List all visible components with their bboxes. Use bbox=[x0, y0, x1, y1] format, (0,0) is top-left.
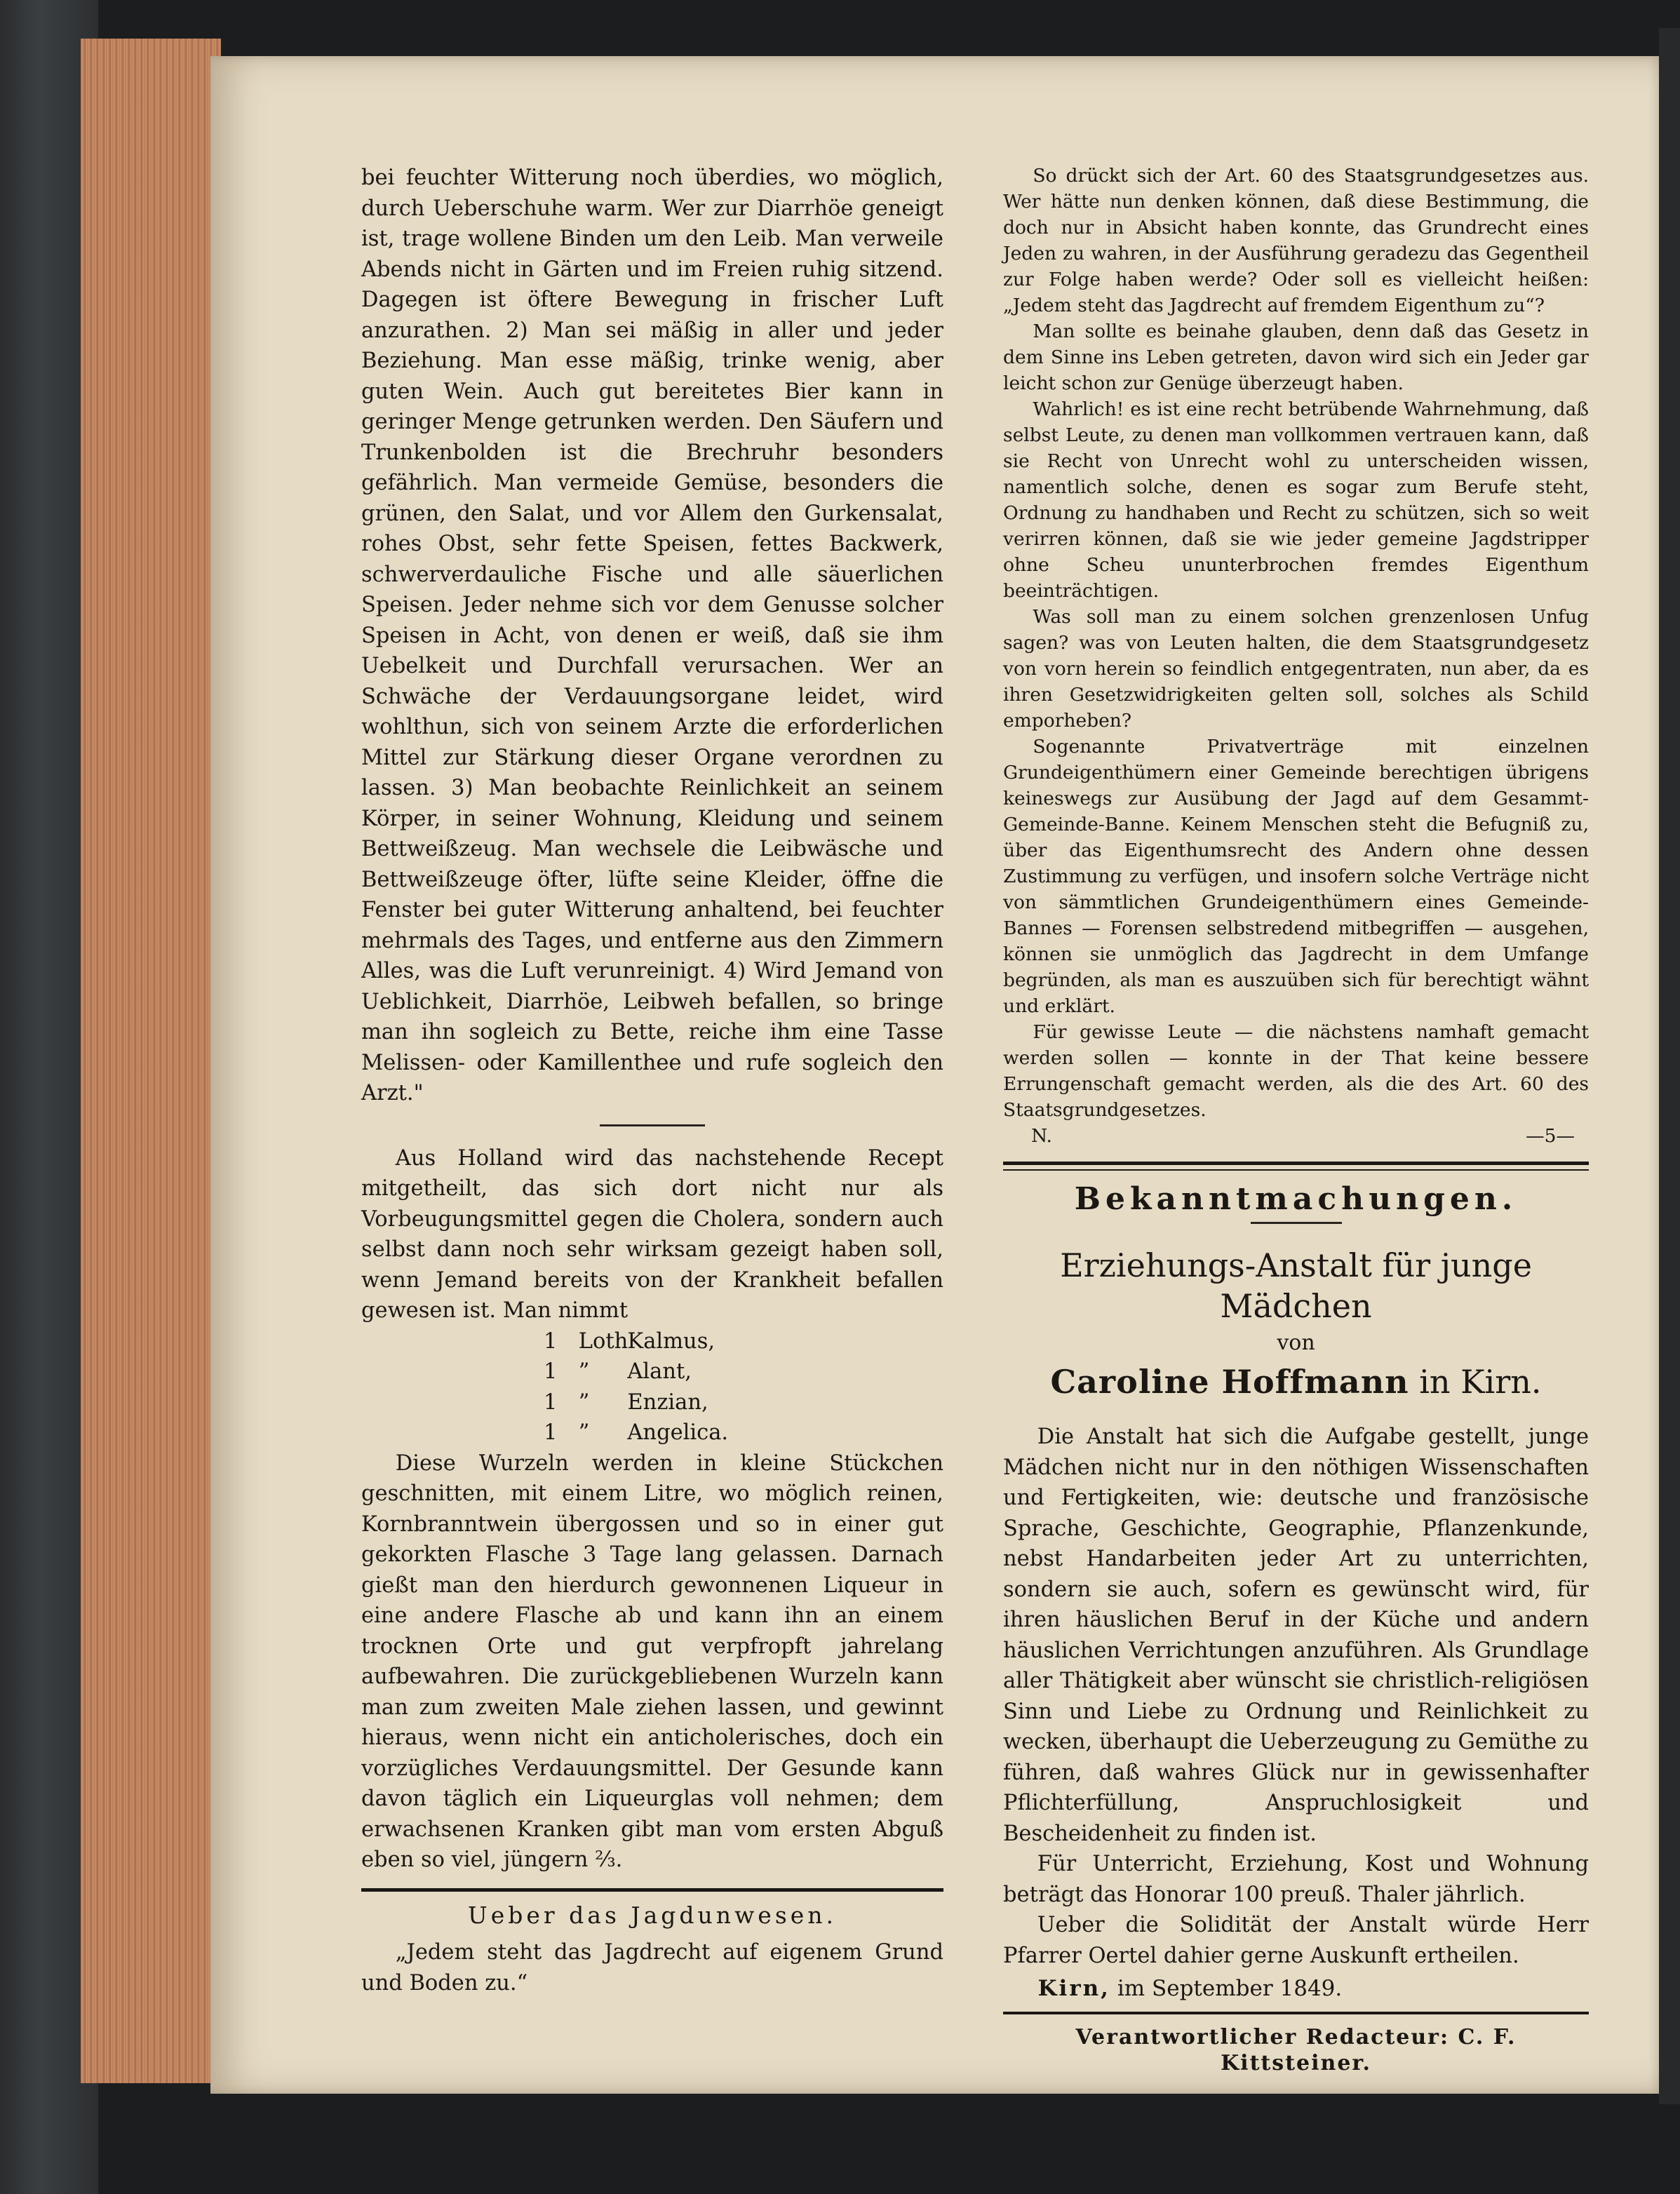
recipe-instructions-paragraph: Diese Wurzeln werden in kleine Stückchen geschnitten, mit einem Litre, wo möglich reinen, Kornbranntwein übergossen und so in einer gut gekorkten Flasche 3 Tage lang gelassen. Darnach gießt man den hierdurch gewonnenen Liqueur in eine andere Flasche ab und kann ihn an einem trocknen Orte und gut verpfropft jahrelang aufbewahren. Die zurückgebliebenen Wurzeln kann man zum zweiten Male ziehen lassen, und gewinnt hieraus, wenn nicht ein anticholerisches, doch ein vorzügliches Verdauungsmittel. Der Gesunde kann davon täglich ein Liqueurglas voll nehmen; dem erwachsenen Kranken gibt man vom ersten Abguß eben so viel, jüngern ⅔. bbox=[361, 1451, 943, 1872]
recipe-intro-paragraph: Aus Holland wird das nachstehende Recept mitgetheilt, das sich dort nicht nur als Vorbeugungsmittel gegen die Cholera, sondern auch selbst dann noch sehr wirksam gezeigt haben soll, wenn Jemand bereits von der Krankheit befallen gewesen ist. Man nimmt bbox=[361, 1145, 943, 1323]
announcements-heading: Bekanntmachungen. bbox=[1074, 1181, 1518, 1217]
recipe-item: 1 ” Angelica. bbox=[544, 1420, 729, 1445]
editor-line: Verantwortlicher Redacteur: C. F. Kittsteiner. bbox=[1075, 2024, 1517, 2075]
section-title: Ueber das Jagdunwesen. bbox=[467, 1901, 838, 1929]
dateline-place: Kirn, bbox=[1037, 1976, 1110, 2001]
jagd-paragraph-6: Für gewisse Leute — die nächstens namhaft gemacht werden sollen — konnte in der That keine bessere Errungenschaft gemacht werden, als die des Art. 60 des Staatsgrundgesetzes. bbox=[1003, 1021, 1589, 1121]
jagd-paragraph-1: So drückt sich der Art. 60 des Staatsgrundgesetzes aus. Wer hätte nun denken können, daß diese Bestimmung, die doch nur in Absicht haben konnte, das Grundrecht eines Jeden zu wahren, in der Ausführung geradezu das Gegentheil zur Folge haben werde? Oder soll es vielleicht heißen: „Jedem steht das Jagdrecht auf fremdem Eigenthum zu“? bbox=[1003, 165, 1589, 316]
recipe-list bbox=[361, 1326, 943, 1448]
recipe-item: 1 Loth Kalmus, bbox=[544, 1328, 715, 1354]
page-edges bbox=[81, 39, 221, 2083]
ad-von: von bbox=[1277, 1331, 1315, 1355]
ad-dateline bbox=[1003, 1974, 1589, 2005]
cholera-advice-paragraph: bei feuchter Witterung noch überdies, wo möglich, durch Ueberschuhe warm. Wer zur Diarrhöe geneigt ist, trage wollene Binden um den Leib. Man verweile Abends nicht in Gärten und im Freien ruhig sitzend. Dagegen ist öftere Bewegung in frischer Luft anzurathen. 2) Man sei mäßig in aller und jeder Beziehung. Man esse mäßig, trinke wenig, aber guten Wein. Auch gut bereitetes Bier kann in geringer Menge getrunken werden. Den Säufern und Trunkenbolden ist die Brechruhr besonders gefährlich. Man vermeide Gemüse, besonders die grünen, den Salat, und vor Allem den Gurkensalat, rohes Obst, sehr fette Speisen, fettes Backwerk, schwerverdauliche Fische und alle säuerlichen Speisen. Jeder nehme sich vor dem Genusse solcher Speisen in Acht, von denen er weiß, daß sie ihm Uebelkeit und Durchfall verursachen. Wer an Schwäche der Verdauungsorgane leidet, wird wohlthun, sich von seinem Arzte die erforderlichen Mittel zur Stärkung dieser Organe verordnen zu lassen. 3) Man beobachte Reinlichkeit an seinem Körper, in seiner Wohnung, Kleidung und seinem Bettweißzeug. Man wechsele die Leibwäsche und Bettweißzeuge öfter, lüfte seine Kleider, öffne die Fenster bei guter Witterung anhaltend, bei feuchter mehrmals des Tages, und entferne aus den Zimmern Alles, was die Luft verunreinigt. 4) Wird Jemand von Ueblichkeit, Diarrhöe, Leibweh befallen, so bringe man ihn sogleich zu Bette, reiche ihm eine Tasse Melissen- oder Kamillenthee und rufe sogleich den Arzt." bbox=[361, 166, 943, 1105]
announcements-top-rule bbox=[1003, 1162, 1589, 1165]
recipe-item: 1 ” Enzian, bbox=[544, 1389, 708, 1415]
ad-place: in Kirn. bbox=[1419, 1363, 1542, 1401]
signature-number: —5— bbox=[1526, 1125, 1575, 1147]
ad-body bbox=[1003, 1422, 1589, 2005]
signature-initial: N. bbox=[1031, 1125, 1052, 1147]
recipe-item: 1 ” Alant, bbox=[544, 1359, 692, 1384]
announcements-thin-rule bbox=[1003, 1169, 1589, 1171]
article-signature bbox=[1003, 1123, 1589, 1149]
dateline-date: im September 1849. bbox=[1117, 1976, 1343, 2001]
ad-paragraph-3: Ueber die Solidität der Anstalt würde Herr Pfarrer Oertel dahier gerne Auskunft ertheilen. bbox=[1003, 1913, 1589, 1968]
ad-name bbox=[1003, 1360, 1589, 1404]
jagd-quote: „Jedem steht das Jagdrecht auf eigenem Grund und Boden zu.“ bbox=[361, 1940, 943, 1996]
left-column bbox=[361, 163, 943, 1998]
jagd-paragraph-5: Sogenannte Privatverträge mit einzelnen Grundeigenthümern einer Gemeinde berechtigen übrigens keineswegs zur Ausübung der Jagd auf dem Gesammt-Gemeinde-Banne. Keinem Menschen steht die Befugniß zu, über das Eigenthumsrecht des Andern ohne dessen Zustimmung zu verfügen, und insofern solche Verträge nicht von sämmtlichen Grundeigenthümern eines Gemeinde-Bannes — Forensen selbstredend mitbegriffen — ausgehen, können sie unmöglich das Jagdrecht in dem Umfange begründen, als man es auszuüben sich für berechtigt wähnt und erklärt. bbox=[1003, 736, 1589, 1017]
announcements-short-rule bbox=[1251, 1222, 1342, 1224]
footer-rule bbox=[1003, 2012, 1589, 2014]
jagd-paragraph-2: Man sollte es beinahe glauben, denn daß das Gesetz in dem Sinne ins Leben getreten, davon wird sich ein Jeder gar leicht schon zur Genüge überzeugt haben. bbox=[1003, 321, 1589, 394]
jagd-paragraph-3: Wahrlich! es ist eine recht betrübende Wahrnehmung, daß selbst Leute, zu denen man vollkommen vertrauen kann, daß sie Recht von Unrecht wohl zu unterscheiden wissen, namentlich solche, denen es sogar zum Berufe steht, Ordnung zu handhaben und Recht zu schützen, sich so weit verirren können, daß sie wie jeder gemeine Jagdstripper ohne Scheu ununterbrochen fremdes Eigenthum beeinträchtigen. bbox=[1003, 398, 1589, 602]
ad-paragraph-1: Die Anstalt hat sich die Aufgabe gestellt, junge Mädchen nicht nur in den nöthigen Wissenschaften und Fertigkeiten, wie: deutsche und französische Sprache, Geschichte, Geographie, Pflanzenkunde, nebst Handarbeiten jeder Art zu unterrichten, sondern sie auch, sofern es gewünscht wird, für ihren häuslichen Beruf in der Küche und andern häuslichen Verrichtungen anzuführen. Als Grundlage aller Thätigkeit aber wünscht sie christlich-religiösen Sinn und Liebe zu Ordnung und Reinlichkeit zu wecken, überhaupt die Ueberzeugung zu Gemüthe zu führen, daß wahres Glück nur in gewissenhafter Pflichterfüllung, Anspruchlosigkeit und Bescheidenheit zu finden ist. bbox=[1003, 1425, 1589, 1846]
section-rule bbox=[361, 1888, 943, 1892]
binding-right-edge bbox=[1659, 28, 1680, 2104]
jagd-paragraph-4: Was soll man zu einem solchen grenzenlosen Unfug sagen? was von Leuten halten, die dem Staatsgrundgesetz von vorn herein so feindlich entgegentraten, nun aber, da es ihren Gesetzwidrigkeiten gelten soll, solches als Schild emporheben? bbox=[1003, 606, 1589, 732]
ad-proprietor: Caroline Hoffmann bbox=[1050, 1363, 1409, 1401]
ad-title: Erziehungs-Anstalt für junge Mädchen bbox=[1060, 1246, 1532, 1325]
right-column bbox=[1003, 163, 1589, 2076]
ad-paragraph-2: Für Unterricht, Erziehung, Kost und Wohnung beträgt das Honorar 100 preuß. Thaler jährlich. bbox=[1003, 1852, 1589, 1907]
separator-rule bbox=[600, 1124, 705, 1126]
